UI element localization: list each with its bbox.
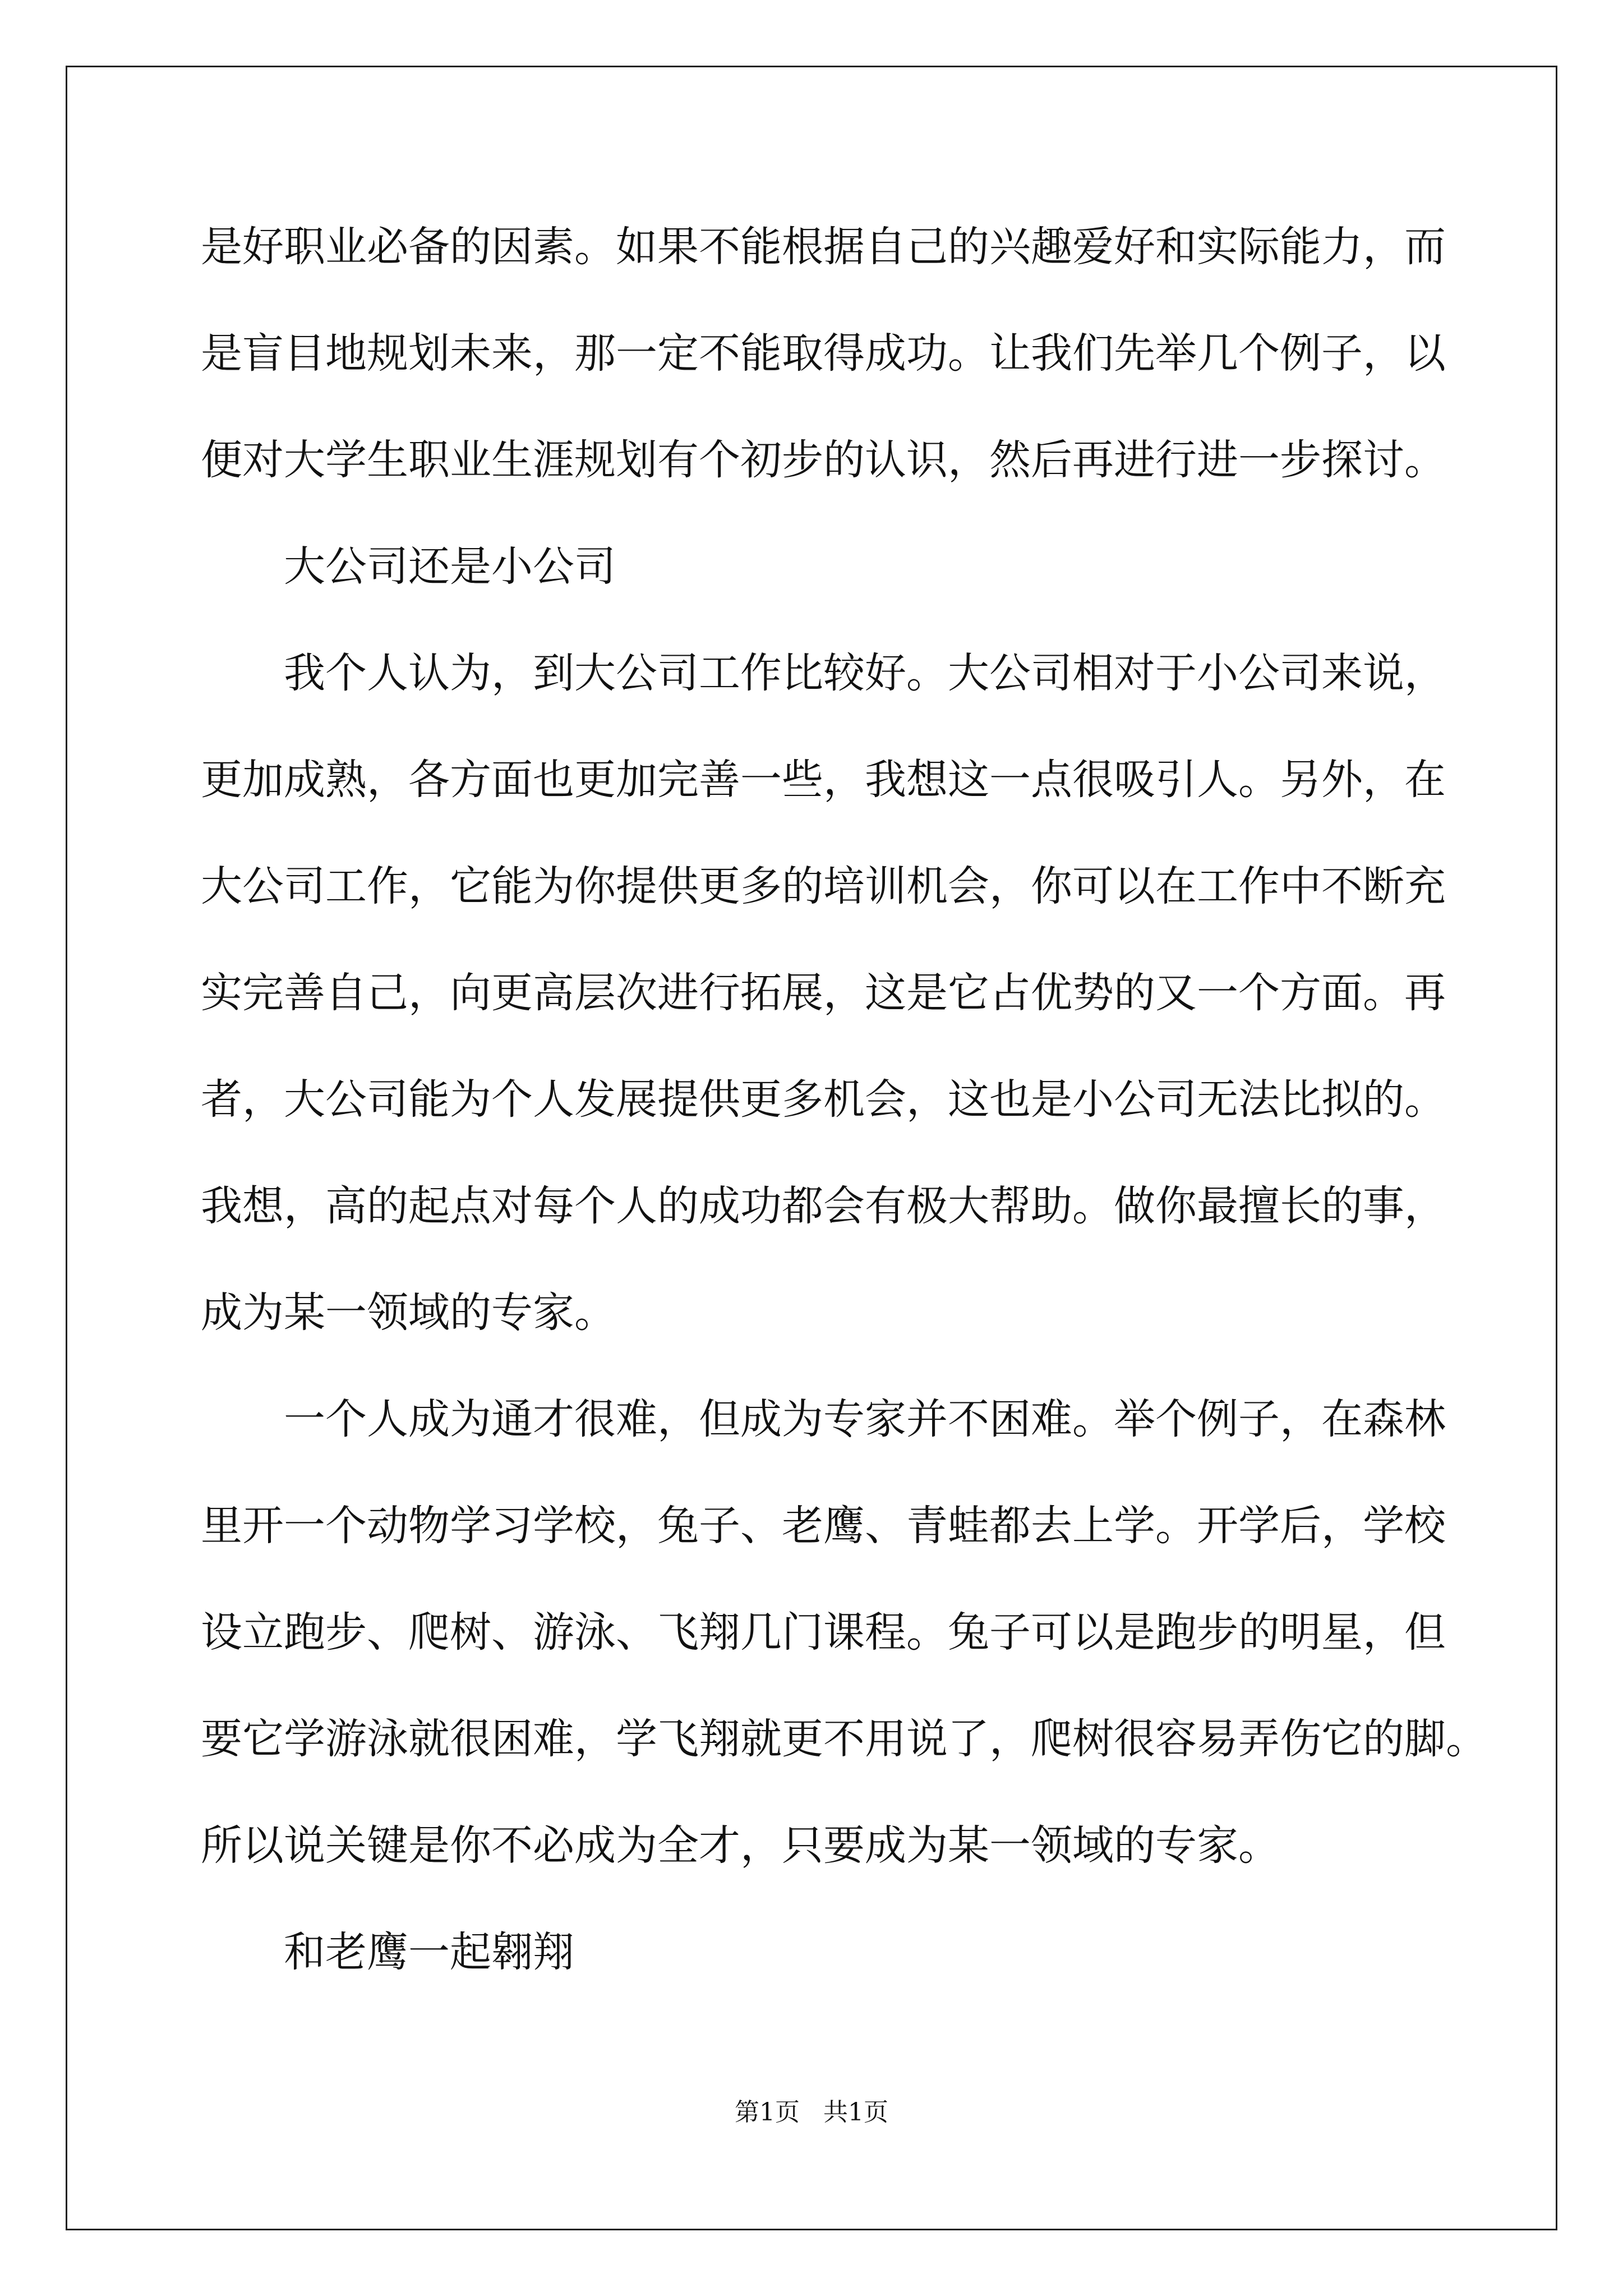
page-border	[66, 66, 1557, 2230]
paragraph-line: 是好职业必备的因素。如果不能根据自己的兴趣爱好和实际能力，而	[201, 223, 1446, 271]
paragraph-line: 我个人认为，到大公司工作比较好。大公司相对于小公司来说，	[284, 649, 1446, 697]
section-heading: 大公司还是小公司	[284, 542, 616, 591]
paragraph-line: 大公司工作，它能为你提供更多的培训机会，你可以在工作中不断充	[201, 862, 1446, 910]
paragraph-line: 便对大学生职业生涯规划有个初步的认识，然后再进行进一步探讨。	[201, 436, 1446, 484]
paragraph-line: 要它学游泳就很困难，学飞翔就更不用说了，爬树很容易弄伤它的脚。	[201, 1715, 1487, 1763]
paragraph-line: 一个人成为通才很难，但成为专家并不困难。举个例子，在森林	[284, 1395, 1446, 1443]
paragraph-line: 更加成熟，各方面也更加完善一些，我想这一点很吸引人。另外，在	[201, 756, 1446, 804]
paragraph-line: 成为某一领域的专家。	[201, 1289, 616, 1337]
paragraph-line: 所以说关键是你不必成为全才，只要成为某一领域的专家。	[201, 1821, 1280, 1870]
page-number: 第1页	[735, 2098, 800, 2127]
paragraph-line: 设立跑步、爬树、游泳、飞翔几门课程。兔子可以是跑步的明星，但	[201, 1608, 1446, 1657]
paragraph-line: 里开一个动物学习学校，兔子、老鹰、青蛙都去上学。开学后，学校	[201, 1502, 1446, 1550]
paragraph-line: 实完善自己，向更高层次进行拓展，这是它占优势的又一个方面。再	[201, 969, 1446, 1017]
paragraph-line: 我想，高的起点对每个人的成功都会有极大帮助。做你最擅长的事，	[201, 1182, 1446, 1230]
page-total: 共1页	[823, 2098, 888, 2127]
paragraph-line: 是盲目地规划未来，那一定不能取得成功。让我们先举几个例子，以	[201, 329, 1446, 378]
paragraph-line: 者，大公司能为个人发展提供更多机会，这也是小公司无法比拟的。	[201, 1075, 1446, 1124]
section-heading: 和老鹰一起翱翔	[284, 1928, 574, 1976]
page-footer	[0, 2096, 1623, 2129]
